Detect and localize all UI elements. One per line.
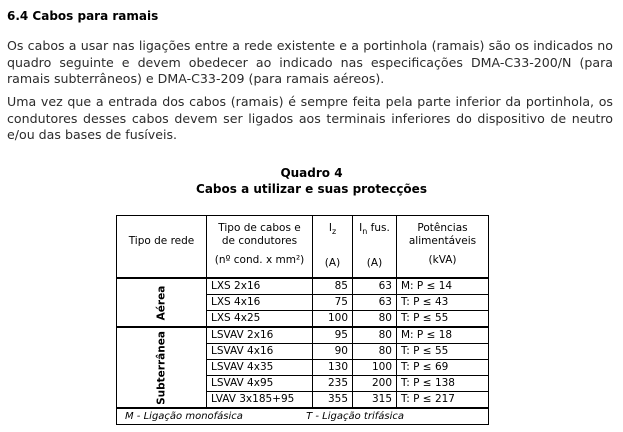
cell-iz: 90 bbox=[313, 344, 353, 360]
cell-iz: 355 bbox=[313, 392, 353, 409]
legend-trifasica: T - Ligação trifásica bbox=[306, 411, 405, 422]
cell-pot: M: P ≤ 18 bbox=[397, 327, 489, 344]
header-tipo: Tipo de cabos e de condutores (nº cond. x mm²) bbox=[207, 216, 313, 279]
cables-table bbox=[116, 215, 489, 425]
group-label-aerea: Aérea bbox=[117, 278, 207, 327]
table-row bbox=[117, 278, 489, 295]
cell-in: 63 bbox=[353, 295, 397, 311]
cell-pot: T: P ≤ 55 bbox=[397, 344, 489, 360]
cell-cable: LVAV 3x185+95 bbox=[207, 392, 313, 409]
cell-pot: T: P ≤ 43 bbox=[397, 295, 489, 311]
paragraph-2: Uma vez que a entrada dos cabos (ramais) é sempre feita pela parte inferior da portinhola, os condutores desses cabos devem ser ligados aos terminais inferiores do dispositivo de neutro e/ou das bases de fusíveis. bbox=[7, 94, 613, 142]
header-in: $I_n$ fus. (A) bbox=[353, 216, 397, 279]
paragraph-1: Os cabos a usar nas ligações entre a rede existente e a portinhola (ramais) são os indicados no quadro seguinte e devem obedecer ao indicado nas especificações DMA-C33-200/N (para ramais subterrâneos) e DMA-C33-209 (para ramais aéreos). bbox=[7, 38, 613, 86]
header-rede: Tipo de rede bbox=[117, 216, 207, 279]
cell-in: 200 bbox=[353, 376, 397, 392]
cell-pot: T: P ≤ 138 bbox=[397, 376, 489, 392]
cell-cable: LXS 4x25 bbox=[207, 311, 313, 328]
cell-cable: LSVAV 2x16 bbox=[207, 327, 313, 344]
cell-cable: LXS 4x16 bbox=[207, 295, 313, 311]
cell-in: 80 bbox=[353, 327, 397, 344]
section-title: 6.4 Cabos para ramais bbox=[7, 9, 159, 23]
cell-in: 80 bbox=[353, 344, 397, 360]
cell-in: 80 bbox=[353, 311, 397, 328]
cell-cable: LSVAV 4x95 bbox=[207, 376, 313, 392]
cell-in: 63 bbox=[353, 278, 397, 295]
quadro-title: Cabos a utilizar e suas protecções bbox=[196, 182, 427, 196]
group-label-subterranea: Subterrânea bbox=[117, 327, 207, 408]
legend-monofasica: M - Ligação monofásica bbox=[125, 411, 243, 422]
header-pot: Potências alimentáveis (kVA) bbox=[397, 216, 489, 279]
cell-iz: 75 bbox=[313, 295, 353, 311]
legend-cell bbox=[117, 408, 489, 425]
cell-in: 100 bbox=[353, 360, 397, 376]
table-header-row bbox=[117, 216, 489, 279]
cell-pot: M: P ≤ 14 bbox=[397, 278, 489, 295]
header-iz: $I_z$ (A) bbox=[313, 216, 353, 279]
cell-pot: T: P ≤ 55 bbox=[397, 311, 489, 328]
table-footer bbox=[117, 408, 489, 425]
cell-iz: 130 bbox=[313, 360, 353, 376]
cell-in: 315 bbox=[353, 392, 397, 409]
cell-iz: 100 bbox=[313, 311, 353, 328]
cell-pot: T: P ≤ 69 bbox=[397, 360, 489, 376]
cell-cable: LSVAV 4x16 bbox=[207, 344, 313, 360]
table-row bbox=[117, 327, 489, 344]
cell-cable: LSVAV 4x35 bbox=[207, 360, 313, 376]
cell-cable: LXS 2x16 bbox=[207, 278, 313, 295]
cell-iz: 235 bbox=[313, 376, 353, 392]
cell-pot: T: P ≤ 217 bbox=[397, 392, 489, 409]
cell-iz: 85 bbox=[313, 278, 353, 295]
quadro-number: Quadro 4 bbox=[280, 166, 343, 180]
cell-iz: 95 bbox=[313, 327, 353, 344]
